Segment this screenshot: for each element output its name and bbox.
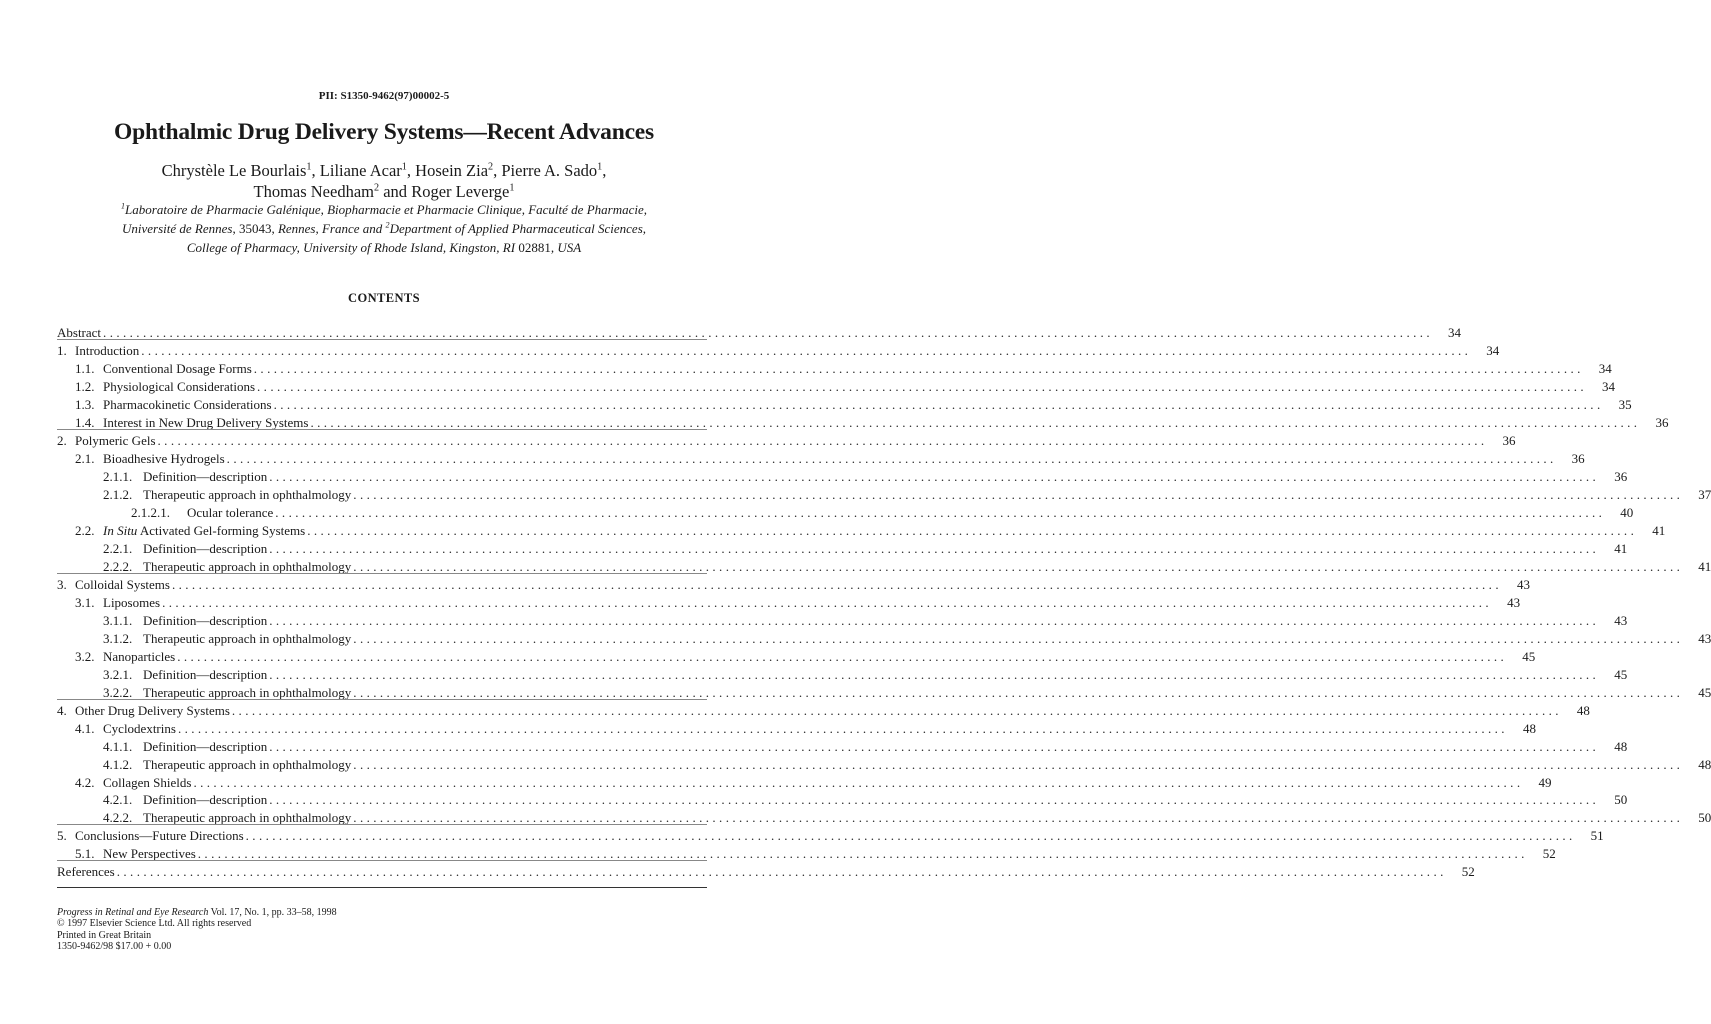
toc-entry-number: 4.2.2. xyxy=(103,810,133,826)
toc-leader-dots: ........................................................................................................................................................................................................ xyxy=(177,720,1508,736)
toc-entry[interactable] xyxy=(57,576,1530,595)
toc-section-rule xyxy=(57,429,707,430)
author-affiliation-mark: 2 xyxy=(374,182,380,194)
author-affiliation-mark: 1 xyxy=(306,161,312,173)
toc-leader-dots: ........................................................................................................................................................................................................ xyxy=(353,810,1684,826)
toc-leader-dots: ........................................................................................................................................................................................................ xyxy=(269,666,1600,682)
toc-leader-dots: ........................................................................................................................................................................................................ xyxy=(269,738,1600,754)
affiliation-line-1 xyxy=(0,200,768,219)
toc-leader-dots: ........................................................................................................................................................................................................ xyxy=(353,486,1684,502)
toc-entry-title: Pharmacokinetic Considerations xyxy=(103,396,272,412)
affiliation-text: College of Pharmacy, University of Rhode Island, Kingston, RI xyxy=(186,240,519,255)
toc-page-number: 40 xyxy=(1620,504,1634,520)
toc-entry-title: Ocular tolerance xyxy=(187,504,274,520)
toc-entry-title: Definition—description xyxy=(143,612,268,628)
author-separator: , xyxy=(406,161,416,180)
toc-entry-title-rest: Activated Gel-forming Systems xyxy=(139,522,306,538)
toc-entry-title: Definition—description xyxy=(143,540,268,556)
toc-entry-title: Conclusions—Future Directions xyxy=(75,828,244,844)
toc-leader-dots: ........................................................................................................................................................................................................ xyxy=(269,468,1600,484)
toc-entry-number: 4.1. xyxy=(75,720,95,736)
toc-entry-number: 2.1.1. xyxy=(103,468,133,484)
toc-entry-title: Therapeutic approach in ophthalmology xyxy=(143,558,352,574)
toc-entry-number: 1. xyxy=(57,342,67,358)
toc-entry[interactable] xyxy=(57,414,1669,433)
toc-entry-title: Bioadhesive Hydrogels xyxy=(103,450,225,466)
affiliation-line-2 xyxy=(0,219,768,238)
author-name: Liliane Acar xyxy=(319,161,402,180)
author-name: Chrystèle Le Bourlais xyxy=(161,161,307,180)
toc-entry-number: 4.2.1. xyxy=(103,792,133,808)
toc-entry-title: Introduction xyxy=(75,342,140,358)
toc-entry[interactable] xyxy=(57,360,1612,379)
toc-page-number: 34 xyxy=(1486,342,1500,358)
toc-page-number: 43 xyxy=(1507,594,1521,610)
toc-entry-title: Collagen Shields xyxy=(103,774,192,790)
toc-entry[interactable] xyxy=(57,396,1632,415)
affiliations xyxy=(0,200,768,257)
toc-entry-title: Therapeutic approach in ophthalmology xyxy=(143,684,352,700)
toc-entry[interactable] xyxy=(57,792,1628,810)
toc-leader-dots: ........................................................................................................................................................................................................ xyxy=(197,846,1528,862)
toc-entry-number: 2.2. xyxy=(75,522,95,538)
toc-entry-title: Physiological Considerations xyxy=(103,378,256,394)
toc-entry[interactable] xyxy=(57,612,1628,631)
toc-page-number: 36 xyxy=(1655,414,1669,430)
toc-page-number: 43 xyxy=(1698,630,1711,646)
toc-leader-dots: ........................................................................................................................................................................................................ xyxy=(116,864,1447,880)
toc-entry-number: 4.2. xyxy=(75,774,95,790)
toc-entry-title: Liposomes xyxy=(103,594,161,610)
toc-entry-number: 4.1.2. xyxy=(103,756,133,772)
affiliation-text: Université de Rennes xyxy=(121,221,233,236)
toc-entry[interactable] xyxy=(57,846,1556,864)
affiliation-text: , USA xyxy=(550,240,582,255)
toc-entry-title xyxy=(103,523,305,539)
toc-entry-number: 3.2.1. xyxy=(103,666,133,682)
toc-entry[interactable] xyxy=(57,630,1711,649)
toc-leader-dots: ........................................................................................................................................................................................................ xyxy=(310,414,1641,430)
author-affiliation-mark: 1 xyxy=(509,182,515,194)
author-separator: , xyxy=(311,161,320,180)
toc-leader-dots: ........................................................................................................................................................................................................ xyxy=(269,540,1600,556)
toc-leader-dots: ........................................................................................................................................................................................................ xyxy=(353,756,1684,772)
toc-page-number: 43 xyxy=(1516,576,1530,592)
toc-entry-title: Therapeutic approach in ophthalmology xyxy=(143,810,352,826)
footer-printed: Printed in Great Britain xyxy=(57,929,152,941)
toc-page-number: 50 xyxy=(1614,792,1628,808)
toc-page-number: 34 xyxy=(1448,325,1462,340)
toc-entry-title: Polymeric Gels xyxy=(75,432,156,448)
toc-page-number: 45 xyxy=(1614,666,1628,682)
toc-entry-number: 5. xyxy=(57,828,67,844)
toc-entry-title: Nanoparticles xyxy=(103,648,176,664)
affiliation-line-3 xyxy=(0,238,768,257)
toc-entry-title: Therapeutic approach in ophthalmology xyxy=(143,630,352,646)
footer-issn: 1350-9462/98 $17.00 + 0.00 xyxy=(57,941,172,953)
pii-identifier: PII: S1350-9462(97)00002-5 xyxy=(318,90,450,102)
toc-entry-number: 2.1.2. xyxy=(103,486,133,502)
author-separator: and xyxy=(379,182,412,201)
toc-page-number: 45 xyxy=(1522,648,1536,664)
toc-page-number: 43 xyxy=(1614,612,1628,628)
toc-page-number: 36 xyxy=(1614,468,1628,484)
toc-page-number: 34 xyxy=(1598,360,1612,376)
toc-entry-number: 2.2.2. xyxy=(103,558,133,574)
toc-entry-number: 1.2. xyxy=(75,378,95,394)
toc-leader-dots: ........................................................................................................................................................................................................ xyxy=(226,450,1557,466)
toc-leader-dots: ........................................................................................................................................................................................................ xyxy=(273,396,1604,412)
toc-entry[interactable] xyxy=(57,738,1628,757)
affiliation-text: Department of Applied Pharmaceutical Sciences, xyxy=(389,221,647,236)
toc-entry[interactable] xyxy=(57,648,1536,667)
toc-entry[interactable] xyxy=(57,594,1521,613)
toc-entry-title: Abstract xyxy=(57,325,102,340)
toc-entry-number: 2.2.1. xyxy=(103,540,133,556)
toc-entry-title: Definition—description xyxy=(143,738,268,754)
author-separator: , xyxy=(493,161,502,180)
toc-entry[interactable] xyxy=(57,504,1634,523)
affiliation-postcode: 02881 xyxy=(518,240,551,255)
toc-entry-title: Cyclodextrins xyxy=(103,720,176,736)
journal-citation: Vol. 17, No. 1, pp. 33–58, 1998 xyxy=(208,907,337,918)
toc-entry[interactable] xyxy=(57,378,1616,397)
toc-section-rule xyxy=(57,573,707,574)
toc-leader-dots: ........................................................................................................................................................................................................ xyxy=(157,432,1488,448)
toc-entry[interactable] xyxy=(57,468,1628,487)
toc-entry-number: 3.2. xyxy=(75,648,95,664)
toc-entry[interactable] xyxy=(57,432,1516,451)
publication-footer xyxy=(57,907,337,953)
toc-entry-title: Interest in New Drug Delivery Systems xyxy=(103,414,309,430)
toc-page-number: 36 xyxy=(1502,432,1516,448)
toc-entry-number: 3.1. xyxy=(75,594,95,610)
author-affiliation-mark: 1 xyxy=(401,161,407,173)
toc-entry-title: Definition—description xyxy=(143,792,268,808)
toc-page-number: 48 xyxy=(1614,738,1628,754)
toc-bottom-rule xyxy=(57,887,707,888)
toc-entry[interactable] xyxy=(57,666,1628,685)
toc-leader-dots: ........................................................................................................................................................................................................ xyxy=(141,342,1472,358)
affiliation-mark: 2 xyxy=(385,220,390,230)
toc-leader-dots: ........................................................................................................................................................................................................ xyxy=(269,612,1600,628)
toc-page-number: 37 xyxy=(1698,486,1711,502)
toc-leader-dots: ........................................................................................................................................................................................................ xyxy=(275,504,1606,520)
toc-leader-dots: ........................................................................................................................................................................................................ xyxy=(171,576,1502,592)
toc-entry[interactable] xyxy=(57,522,1666,541)
toc-entry-number: 5.1. xyxy=(75,846,95,862)
toc-entry[interactable] xyxy=(57,756,1711,775)
toc-page-number: 48 xyxy=(1576,702,1590,718)
toc-entry[interactable] xyxy=(57,540,1628,559)
toc-page-number: 36 xyxy=(1571,450,1585,466)
toc-page-number: 52 xyxy=(1461,864,1475,880)
toc-page-number: 41 xyxy=(1652,522,1666,538)
toc-page-number: 45 xyxy=(1698,684,1711,700)
toc-page-number: 35 xyxy=(1618,396,1632,412)
toc-section-rule xyxy=(57,339,707,340)
toc-entry-title: References xyxy=(57,864,115,880)
toc-entry-title: Definition—description xyxy=(143,666,268,682)
toc-entry[interactable] xyxy=(57,828,1604,846)
toc-page-number: 49 xyxy=(1538,774,1552,790)
toc-entry-title: New Perspectives xyxy=(103,846,196,862)
author-name: Hosein Zia xyxy=(415,161,489,180)
toc-entry-title: Definition—description xyxy=(143,468,268,484)
toc-leader-dots: ........................................................................................................................................................................................................ xyxy=(307,522,1638,538)
footer-citation xyxy=(57,907,337,918)
author-line-2 xyxy=(0,181,768,202)
affiliation-postcode: , 35043, xyxy=(232,221,278,236)
toc-entry[interactable] xyxy=(57,864,1475,882)
author-name: Thomas Needham xyxy=(253,182,374,201)
toc-entry[interactable] xyxy=(57,702,1590,721)
toc-entry[interactable] xyxy=(57,774,1552,793)
author-separator: , xyxy=(602,161,607,180)
footer-copyright: © 1997 Elsevier Science Ltd. All rights reserved xyxy=(57,918,252,930)
toc-entry-title: Therapeutic approach in ophthalmology xyxy=(143,756,352,772)
toc-entry[interactable] xyxy=(57,810,1711,828)
affiliation-mark: 1 xyxy=(121,201,126,211)
toc-page-number: 34 xyxy=(1602,378,1616,394)
toc-entry-title: Conventional Dosage Forms xyxy=(103,360,252,376)
contents-heading: CONTENTS xyxy=(348,291,420,305)
article-title: Ophthalmic Drug Delivery Systems—Recent Advances xyxy=(114,119,654,145)
toc-leader-dots: ........................................................................................................................................................................................................ xyxy=(253,360,1584,376)
toc-page-number: 52 xyxy=(1542,846,1556,862)
toc-page-number: 50 xyxy=(1698,810,1711,826)
toc-page-number: 48 xyxy=(1522,720,1536,736)
toc-entry-number: 4.1.1. xyxy=(103,738,133,754)
toc-page-number: 41 xyxy=(1698,558,1711,574)
affiliation-text: Rennes, France and xyxy=(277,221,386,236)
toc-entry-number: 2.1. xyxy=(75,450,95,466)
toc-entry-number: 3.2.2. xyxy=(103,684,133,700)
toc-leader-dots: ........................................................................................................................................................................................................ xyxy=(162,594,1493,610)
toc-entry-title-italic: In Situ xyxy=(103,522,138,538)
toc-entry[interactable] xyxy=(57,450,1585,469)
author-affiliation-mark: 1 xyxy=(597,161,603,173)
toc-page-number: 41 xyxy=(1614,540,1628,556)
toc-entry-number: 2. xyxy=(57,432,67,448)
toc-leader-dots: ........................................................................................................................................................................................................ xyxy=(353,558,1684,574)
toc-leader-dots: ........................................................................................................................................................................................................ xyxy=(103,325,1434,340)
affiliation-text: Laboratoire de Pharmacie Galénique, Biopharmacie et Pharmacie Clinique, Faculté de Pharmacie, xyxy=(125,202,647,217)
toc-entry-title: Colloidal Systems xyxy=(75,576,170,592)
toc-section-rule xyxy=(57,860,707,861)
toc-leader-dots: ........................................................................................................................................................................................................ xyxy=(257,378,1588,394)
toc-entry-number: 1.4. xyxy=(75,414,95,430)
toc-entry[interactable] xyxy=(57,720,1536,739)
toc-entry[interactable] xyxy=(57,325,1462,343)
author-affiliation-mark: 2 xyxy=(488,161,494,173)
toc-leader-dots: ........................................................................................................................................................................................................ xyxy=(193,774,1524,790)
toc-page-number: 48 xyxy=(1698,756,1711,772)
toc-leader-dots: ........................................................................................................................................................................................................ xyxy=(177,648,1508,664)
toc-entry-number: 4. xyxy=(57,702,67,718)
toc-entry-number: 1.1. xyxy=(75,360,95,376)
author-name: Roger Leverge xyxy=(411,182,510,201)
toc-entry-number: 2.1.2.1. xyxy=(131,504,170,520)
toc-entry-number: 3.1.2. xyxy=(103,630,133,646)
toc-entry[interactable] xyxy=(57,684,1711,703)
toc-entry-number: 1.3. xyxy=(75,396,95,412)
toc-entry[interactable] xyxy=(57,558,1711,577)
toc-entry-title: Other Drug Delivery Systems xyxy=(75,702,230,718)
toc-entry-number: 3.1.1. xyxy=(103,612,133,628)
toc-entry-number: 3. xyxy=(57,576,67,592)
toc-entry-title: Therapeutic approach in ophthalmology xyxy=(143,486,352,502)
toc-leader-dots: ........................................................................................................................................................................................................ xyxy=(353,630,1684,646)
author-list xyxy=(0,160,768,202)
author-name: Pierre A. Sado xyxy=(501,161,598,180)
toc-leader-dots: ........................................................................................................................................................................................................ xyxy=(269,792,1600,808)
journal-name: Progress in Retinal and Eye Research xyxy=(57,907,209,918)
toc-section-rule xyxy=(57,824,707,825)
toc-leader-dots: ........................................................................................................................................................................................................ xyxy=(231,702,1562,718)
toc-page-number: 51 xyxy=(1590,828,1604,844)
toc-section-rule xyxy=(57,699,707,700)
toc-entry[interactable] xyxy=(57,342,1500,361)
toc-leader-dots: ........................................................................................................................................................................................................ xyxy=(353,684,1684,700)
toc-leader-dots: ........................................................................................................................................................................................................ xyxy=(245,828,1576,844)
toc-entry[interactable] xyxy=(57,486,1711,505)
author-line-1 xyxy=(0,160,768,181)
